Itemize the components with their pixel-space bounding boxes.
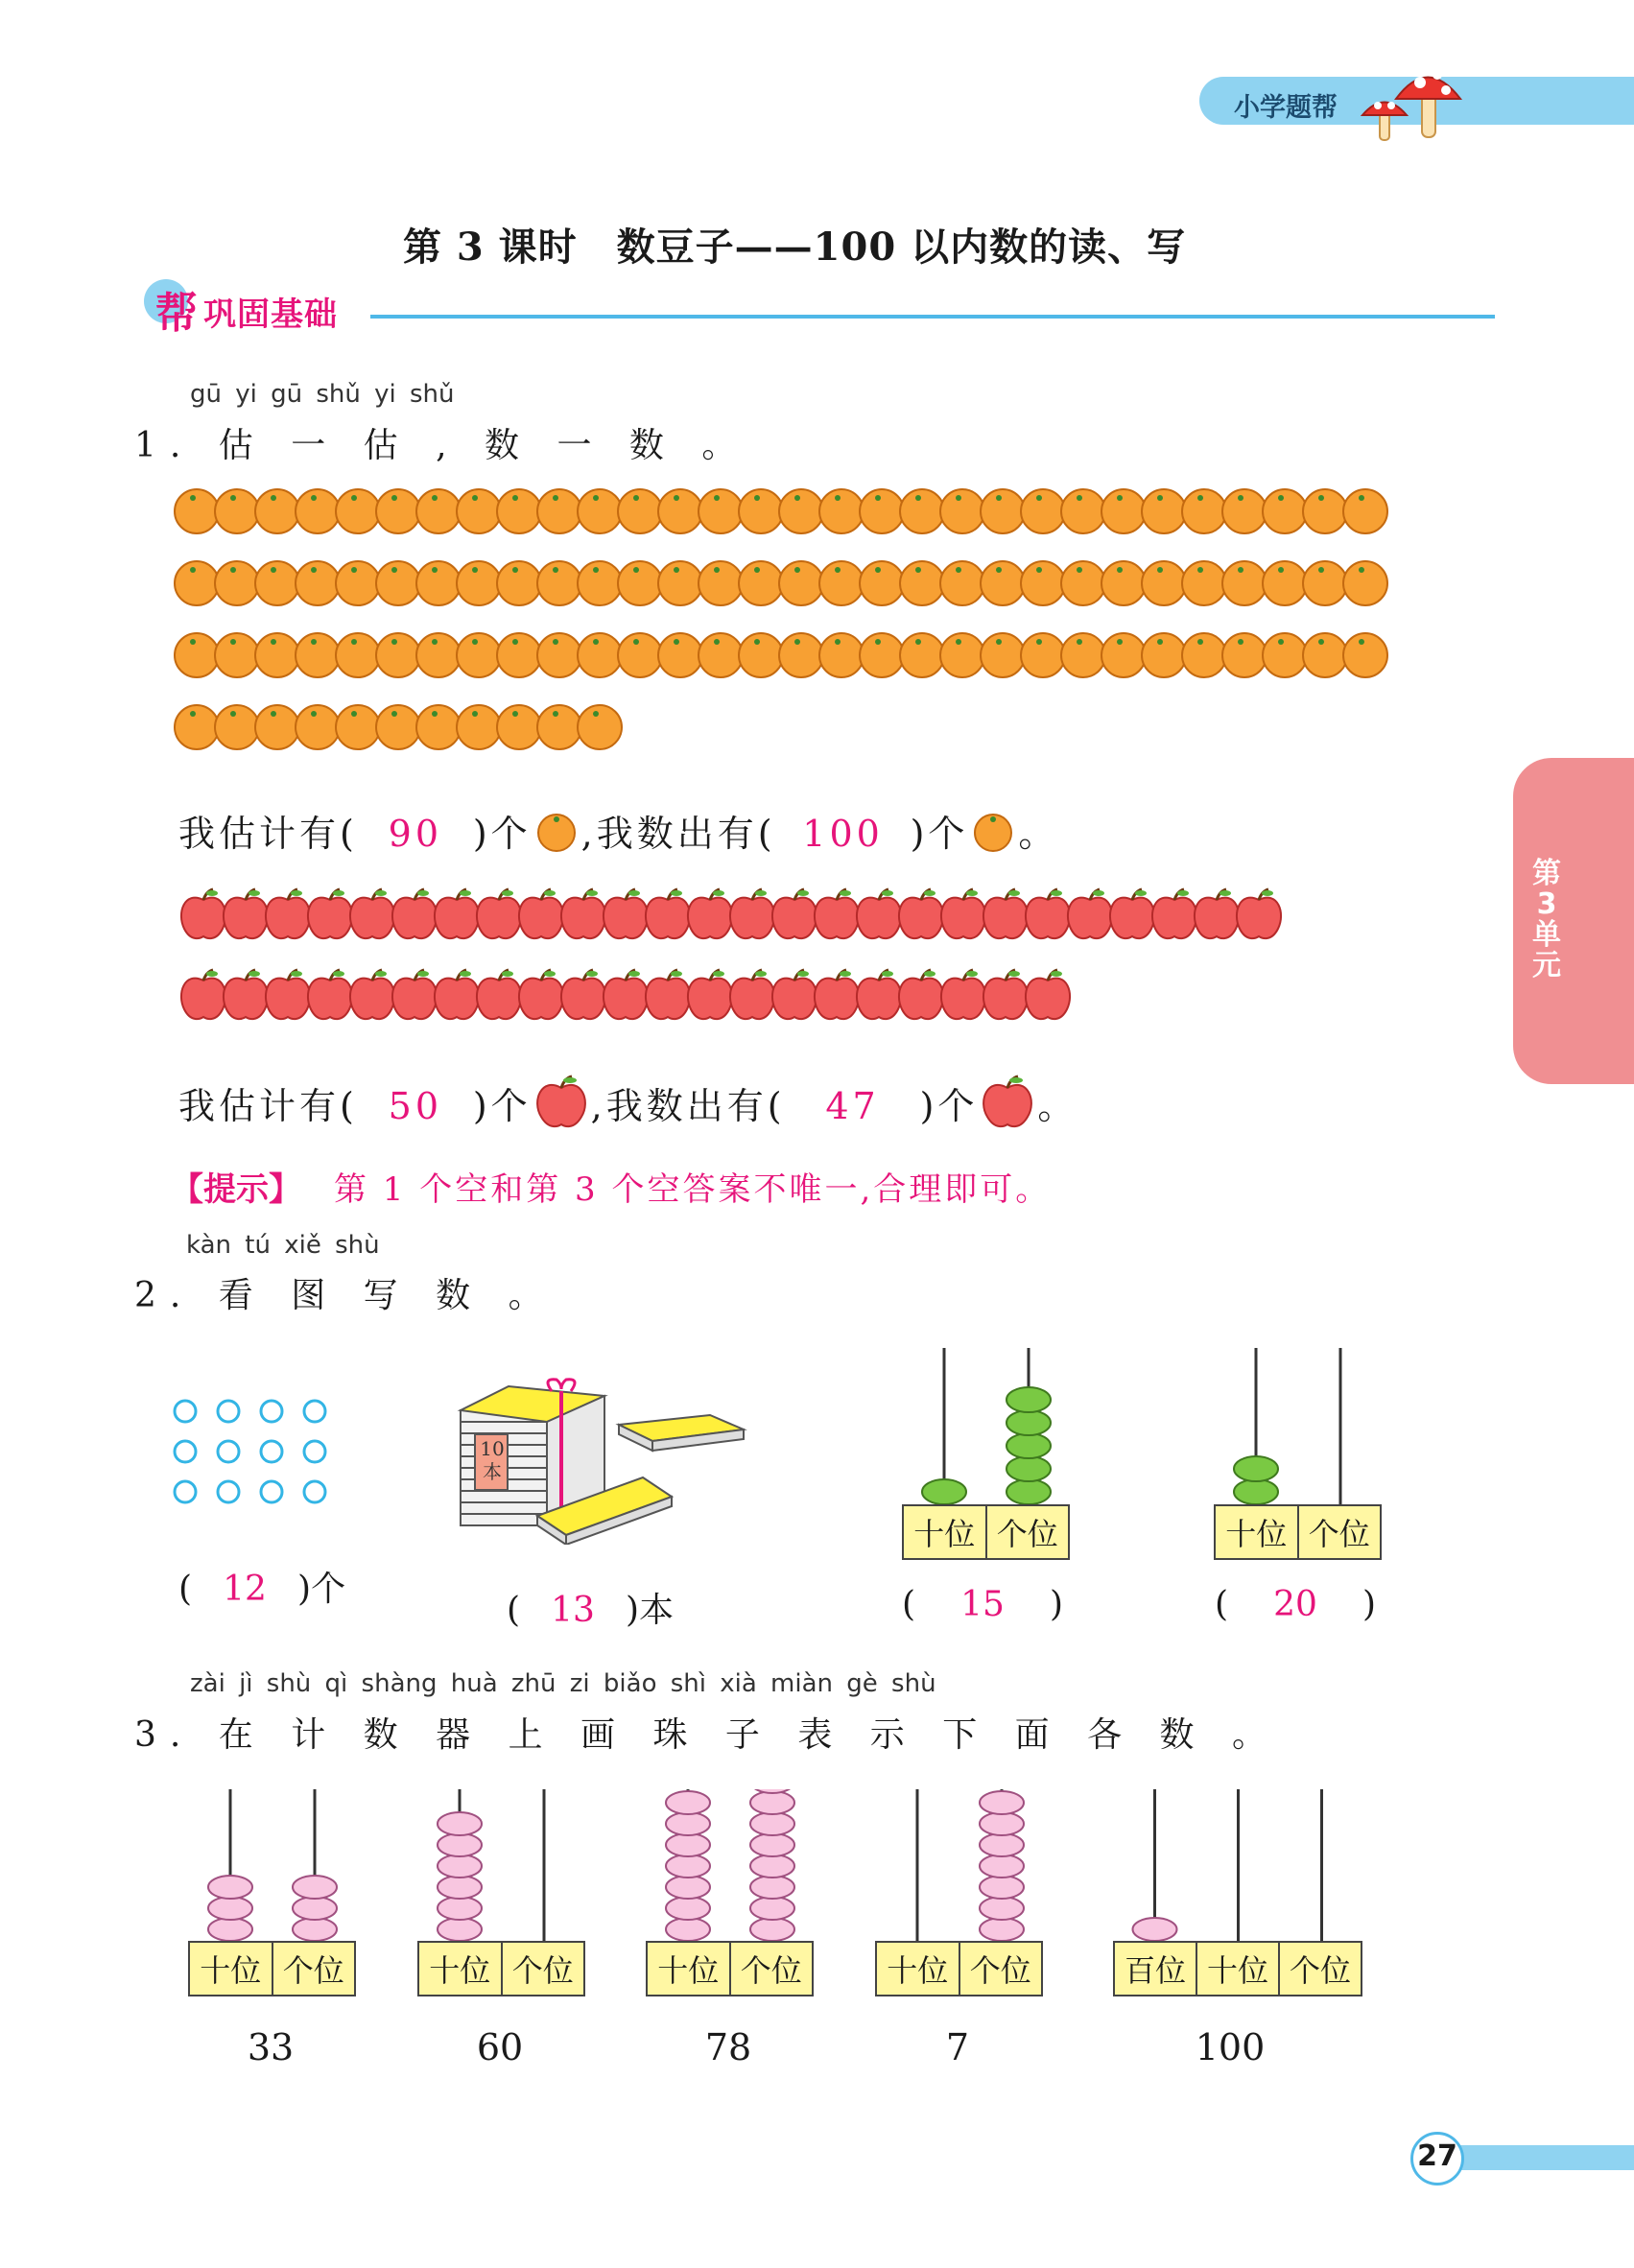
section-divider <box>370 315 1495 319</box>
abacus-bead <box>980 1876 1024 1899</box>
paren-open: ( <box>1215 1585 1229 1624</box>
orange <box>457 489 501 533</box>
q1-apple-mid: )个 <box>472 1085 532 1127</box>
orange <box>739 633 783 677</box>
abacus-bead <box>1234 1456 1278 1481</box>
q1-orange-estimate: 90 <box>388 813 442 855</box>
apple <box>1152 889 1196 938</box>
hint-text: 第 1 个空和第 3 个空答案不唯一,合理即可。 <box>334 1170 1052 1209</box>
q3-abacus-3 <box>646 1789 818 1943</box>
apple <box>1110 889 1154 938</box>
paren-open: ( <box>507 1591 521 1630</box>
apple <box>1068 889 1112 938</box>
orange <box>1343 633 1387 677</box>
orange <box>940 561 984 605</box>
abacus-bead <box>666 1812 710 1835</box>
abacus-bead <box>438 1855 482 1878</box>
orange <box>819 561 864 605</box>
q1-pinyin: gū yi gū shǔ yi shǔ <box>190 380 455 409</box>
orange <box>296 633 340 677</box>
orange <box>940 633 984 677</box>
orange <box>497 489 541 533</box>
oranges-figure <box>173 484 1420 763</box>
apple <box>730 970 774 1019</box>
apple <box>899 970 943 1019</box>
q3-text: 3. 在 计 数 器 上 画 珠 子 表 示 下 面 各 数 。 <box>134 1715 1280 1755</box>
orange <box>578 489 622 533</box>
apple <box>1195 889 1239 938</box>
abacus-bead <box>980 1833 1024 1856</box>
q3-number-4: 7 <box>945 2026 970 2068</box>
orange <box>1222 633 1267 677</box>
apple <box>857 889 901 938</box>
abacus-bead <box>1006 1456 1051 1481</box>
q1-orange-end: 。 <box>1018 813 1059 855</box>
abacus-bead <box>208 1897 252 1920</box>
orange <box>457 633 501 677</box>
ones-label: 个位 <box>729 1943 813 1995</box>
orange <box>336 561 380 605</box>
apple-icon <box>532 1073 591 1132</box>
apple <box>350 889 394 938</box>
circle-dot <box>175 1481 196 1502</box>
q2-pinyin: kàn tú xiě shù <box>186 1231 380 1260</box>
orange <box>1303 561 1347 605</box>
orange <box>981 633 1025 677</box>
q1-apple-estimate: 50 <box>388 1085 442 1127</box>
orange <box>416 489 461 533</box>
q1-orange-pre: 我估计有( <box>178 813 358 855</box>
q2-text: 2. 看 图 写 数 。 <box>134 1276 557 1315</box>
ones-label: 个位 <box>1297 1506 1381 1558</box>
apple-icon <box>978 1073 1037 1132</box>
orange <box>1142 561 1186 605</box>
apple <box>519 889 563 938</box>
orange <box>1263 489 1307 533</box>
orange <box>215 705 259 749</box>
orange <box>537 489 581 533</box>
orange <box>1021 489 1065 533</box>
abacus-bead <box>750 1918 794 1941</box>
q1-orange-mid: )个 <box>472 813 532 855</box>
page-number: 27 <box>1417 2139 1457 2173</box>
abacus-bead <box>750 1833 794 1856</box>
q1-orange-post: )个 <box>910 813 969 855</box>
apple <box>604 970 648 1019</box>
orange <box>900 489 944 533</box>
orange <box>819 489 864 533</box>
orange <box>1182 633 1226 677</box>
orange <box>1263 561 1307 605</box>
orange <box>416 633 461 677</box>
orange <box>497 705 541 749</box>
apple <box>435 970 479 1019</box>
abacus-bead <box>750 1855 794 1878</box>
orange <box>860 489 904 533</box>
apple <box>646 970 690 1019</box>
q1-text: 1. 估 一 估 , 数 一 数 。 <box>134 426 750 465</box>
q2-answer-2 <box>507 1583 674 1632</box>
q2-abacus-1 <box>902 1348 1075 1506</box>
q3-abacus-4-labels <box>875 1941 1043 1996</box>
orange <box>296 489 340 533</box>
orange <box>618 633 662 677</box>
circle-dot <box>218 1401 239 1422</box>
orange <box>497 633 541 677</box>
apple <box>899 889 943 938</box>
orange <box>739 489 783 533</box>
abacus-bead <box>438 1918 482 1941</box>
apple <box>435 889 479 938</box>
abacus-bead <box>666 1855 710 1878</box>
q2-answer-3 <box>902 1585 1063 1624</box>
abacus-bead <box>922 1479 966 1504</box>
orange <box>1142 489 1186 533</box>
abacus-bead <box>666 1897 710 1920</box>
circle-dot <box>175 1441 196 1462</box>
abacus-bead <box>438 1897 482 1920</box>
q2-abacus-2-labels <box>1214 1504 1382 1560</box>
q1-apple-comma: ,我数出有( <box>590 1085 786 1127</box>
apple <box>519 970 563 1019</box>
apple <box>604 889 648 938</box>
tens-label: 十位 <box>887 1952 949 1989</box>
orange <box>1303 489 1347 533</box>
abacus-bead <box>208 1876 252 1899</box>
tens-label: 十位 <box>429 1952 491 1989</box>
tens-label: 十位 <box>913 1516 976 1552</box>
orange <box>940 489 984 533</box>
orange <box>618 489 662 533</box>
q1-orange-comma: ,我数出有( <box>580 813 776 855</box>
apple <box>815 970 859 1019</box>
apple <box>772 889 817 938</box>
circle-dot <box>304 1481 325 1502</box>
ones-label: 个位 <box>959 1943 1042 1995</box>
orange <box>900 561 944 605</box>
abacus-bead <box>293 1897 337 1920</box>
apple <box>941 970 985 1019</box>
orange <box>255 633 299 677</box>
orange <box>175 705 219 749</box>
q2-answer-4 <box>1215 1585 1376 1624</box>
orange <box>1101 561 1146 605</box>
unit-side-tab-label: 第3单元 <box>1532 857 1561 982</box>
orange <box>175 489 219 533</box>
q2-answer-4-value: 20 <box>1273 1585 1317 1624</box>
orange <box>215 489 259 533</box>
q2-abacus-1-labels <box>902 1504 1070 1560</box>
orange <box>376 633 420 677</box>
apple <box>815 889 859 938</box>
circle-dot <box>304 1401 325 1422</box>
orange <box>497 561 541 605</box>
tens-label: 十位 <box>200 1952 262 1989</box>
orange <box>819 633 864 677</box>
orange <box>860 561 904 605</box>
orange <box>1182 489 1226 533</box>
apple <box>392 889 437 938</box>
orange <box>175 633 219 677</box>
orange <box>1061 561 1105 605</box>
apple <box>941 889 985 938</box>
orange <box>1182 561 1226 605</box>
q3-abacus-4 <box>875 1789 1048 1943</box>
apple <box>477 970 521 1019</box>
abacus-bead <box>1234 1479 1278 1504</box>
orange <box>296 705 340 749</box>
paren-close: ) <box>1362 1585 1377 1624</box>
apple <box>350 970 394 1019</box>
apple <box>181 889 225 938</box>
orange <box>1142 633 1186 677</box>
q2-answer-1-value: 12 <box>223 1570 267 1609</box>
orange <box>900 633 944 677</box>
orange <box>699 561 743 605</box>
q2-answer-3-value: 15 <box>960 1585 1005 1624</box>
abacus-bead <box>293 1876 337 1899</box>
circle-dot <box>218 1441 239 1462</box>
orange <box>296 561 340 605</box>
q1-apple-line <box>178 1073 1077 1132</box>
orange <box>1343 489 1387 533</box>
lesson-title: 第 3 课时 数豆子——100 以内数的读、写 <box>403 224 1187 270</box>
orange <box>1021 561 1065 605</box>
orange <box>739 561 783 605</box>
orange <box>578 633 622 677</box>
hundreds-label: 百位 <box>1124 1952 1186 1989</box>
abacus-bead <box>1006 1479 1051 1504</box>
apples-figure <box>173 881 1305 1034</box>
apple <box>730 889 774 938</box>
circles-figure <box>168 1396 341 1511</box>
q1-apple-post: )个 <box>919 1085 979 1127</box>
apple <box>1026 970 1070 1019</box>
orange <box>779 489 823 533</box>
q1-apple-count: 47 <box>825 1085 880 1127</box>
orange <box>699 633 743 677</box>
q2-abacus-2 <box>1214 1348 1386 1506</box>
circle-dot <box>261 1401 282 1422</box>
apple <box>392 970 437 1019</box>
apple <box>1237 889 1281 938</box>
paren-close: )个 <box>297 1570 346 1609</box>
orange <box>1101 489 1146 533</box>
q2-answer-1 <box>178 1562 345 1611</box>
q3-abacus-2-labels <box>417 1941 585 1996</box>
abacus-bead <box>750 1876 794 1899</box>
abacus-bead <box>208 1918 252 1941</box>
abacus-bead <box>1006 1387 1051 1412</box>
orange <box>779 561 823 605</box>
apple <box>266 889 310 938</box>
orange <box>699 489 743 533</box>
circle-dot <box>261 1441 282 1462</box>
apple <box>772 970 817 1019</box>
abacus-bead <box>1006 1433 1051 1458</box>
orange <box>618 561 662 605</box>
apple <box>561 889 605 938</box>
apple <box>646 889 690 938</box>
apple <box>688 889 732 938</box>
orange <box>537 705 581 749</box>
orange <box>336 489 380 533</box>
tens-label: 十位 <box>1196 1943 1278 1995</box>
orange <box>537 561 581 605</box>
orange <box>376 489 420 533</box>
paren-open: ( <box>178 1570 193 1609</box>
q3-abacus-1 <box>188 1789 361 1943</box>
ones-label: 个位 <box>985 1506 1069 1558</box>
orange <box>175 561 219 605</box>
section-badge: 帮 <box>155 289 198 338</box>
abacus-bead <box>980 1791 1024 1814</box>
mushroom-icon <box>1353 56 1468 147</box>
hint-label: 【提示】 <box>171 1170 301 1209</box>
q3-abacus-5-labels <box>1113 1941 1362 1996</box>
apple <box>308 970 352 1019</box>
orange <box>255 705 299 749</box>
orange <box>215 633 259 677</box>
tens-label: 十位 <box>657 1952 720 1989</box>
abacus-bead <box>980 1918 1024 1941</box>
ones-label: 个位 <box>501 1943 584 1995</box>
ones-label: 个位 <box>1278 1943 1361 1995</box>
orange <box>416 705 461 749</box>
orange <box>578 705 622 749</box>
abacus-bead <box>666 1833 710 1856</box>
orange <box>981 561 1025 605</box>
orange <box>1343 561 1387 605</box>
book-stack-label: 10本 <box>480 1437 505 1483</box>
abacus-bead <box>980 1812 1024 1835</box>
orange-icon <box>968 810 1018 852</box>
q1-orange-count: 100 <box>802 813 884 855</box>
orange <box>1263 633 1307 677</box>
apple <box>477 889 521 938</box>
orange <box>860 633 904 677</box>
orange <box>658 561 702 605</box>
orange <box>376 561 420 605</box>
orange <box>981 489 1025 533</box>
orange <box>457 561 501 605</box>
orange <box>578 561 622 605</box>
abacus-bead <box>750 1897 794 1920</box>
q3-abacus-1-labels <box>188 1941 356 1996</box>
abacus-bead <box>750 1791 794 1814</box>
abacus-bead <box>1006 1410 1051 1435</box>
q3-abacus-2 <box>417 1789 590 1943</box>
orange <box>336 633 380 677</box>
q1-apple-pre: 我估计有( <box>178 1085 358 1127</box>
q3-number-1: 33 <box>247 2026 295 2068</box>
section-label: 巩固基础 <box>203 295 338 334</box>
q1-orange-line <box>178 804 1058 857</box>
paren-close: )本 <box>626 1591 675 1630</box>
abacus-bead <box>1133 1918 1177 1941</box>
abacus-bead <box>750 1812 794 1835</box>
ones-label: 个位 <box>272 1943 355 1995</box>
apple <box>561 970 605 1019</box>
q3-pinyin: zài jì shù qì shàng huà zhū zi biǎo shì xià miàn gè shù <box>190 1669 936 1698</box>
apple <box>308 889 352 938</box>
abacus-bead <box>666 1876 710 1899</box>
circle-dot <box>218 1481 239 1502</box>
q3-number-3: 78 <box>704 2026 752 2068</box>
orange <box>537 633 581 677</box>
abacus-bead <box>666 1791 710 1814</box>
header-brand: 小学题帮 <box>1234 93 1338 123</box>
apple <box>224 889 268 938</box>
orange <box>376 705 420 749</box>
apple <box>224 970 268 1019</box>
orange <box>1061 633 1105 677</box>
orange <box>1222 561 1267 605</box>
circle-dot <box>175 1401 196 1422</box>
q3-abacus-5 <box>1113 1789 1362 1943</box>
apple <box>857 970 901 1019</box>
orange <box>658 633 702 677</box>
orange <box>416 561 461 605</box>
orange <box>1061 489 1105 533</box>
apple <box>266 970 310 1019</box>
orange <box>1303 633 1347 677</box>
orange <box>215 561 259 605</box>
apple <box>1026 889 1070 938</box>
abacus-bead <box>666 1918 710 1941</box>
circle-dot <box>261 1481 282 1502</box>
orange <box>255 561 299 605</box>
abacus-bead <box>980 1855 1024 1878</box>
circle-dot <box>304 1441 325 1462</box>
q1-apple-end: 。 <box>1037 1085 1078 1127</box>
orange <box>1021 633 1065 677</box>
orange <box>658 489 702 533</box>
paren-open: ( <box>902 1585 916 1624</box>
q3-number-2: 60 <box>476 2026 524 2068</box>
abacus-bead <box>438 1812 482 1835</box>
orange <box>779 633 823 677</box>
abacus-bead <box>980 1897 1024 1920</box>
orange <box>336 705 380 749</box>
abacus-bead <box>438 1833 482 1856</box>
abacus-bead <box>750 1789 794 1793</box>
apple <box>983 970 1028 1019</box>
orange <box>255 489 299 533</box>
orange <box>1101 633 1146 677</box>
paren-close: ) <box>1050 1585 1064 1624</box>
apple <box>181 970 225 1019</box>
q3-number-5: 100 <box>1195 2026 1266 2068</box>
orange-icon <box>532 810 581 852</box>
abacus-bead <box>438 1876 482 1899</box>
tens-label: 十位 <box>1225 1516 1288 1552</box>
abacus-bead <box>293 1918 337 1941</box>
apple <box>688 970 732 1019</box>
q2-answer-2-value: 13 <box>551 1591 595 1630</box>
q3-abacus-3-labels <box>646 1941 814 1996</box>
orange <box>1222 489 1267 533</box>
apple <box>983 889 1028 938</box>
orange <box>457 705 501 749</box>
